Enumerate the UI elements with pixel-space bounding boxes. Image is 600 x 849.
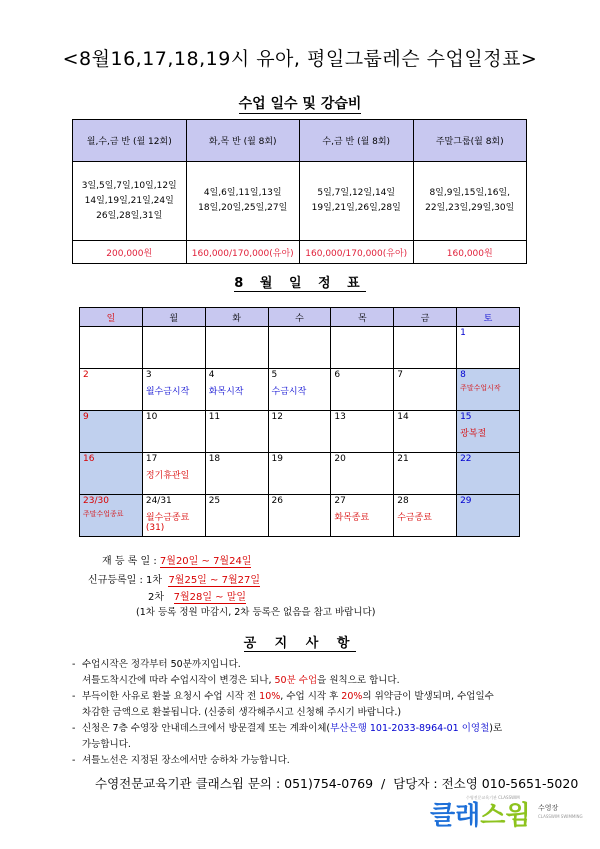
registration-note: (1차 등록 정원 마감시, 2차 등록은 없음을 참고 바랍니다) xyxy=(136,607,376,618)
calendar-cell xyxy=(80,369,143,411)
calendar-cell xyxy=(394,327,457,369)
calendar-date: 16 xyxy=(83,454,95,464)
footer-manager: 담당자 : 전소영 010-5651-5020 xyxy=(393,776,579,791)
calendar-week xyxy=(80,411,520,453)
calendar-cell xyxy=(205,327,268,369)
calendar-cell xyxy=(268,495,331,537)
calendar-cell xyxy=(394,453,457,495)
calendar-day-header: 토 xyxy=(457,308,520,327)
notice-item: - 셔틀노선은 지정된 장소에서만 승하차 가능합니다. xyxy=(72,755,290,766)
calendar-day-header: 화 xyxy=(205,308,268,327)
fee-price: 160,000원 xyxy=(413,241,527,264)
calendar-cell xyxy=(268,453,331,495)
calendar-cell xyxy=(80,495,143,537)
re-reg-label: 재 등 록 일 : xyxy=(102,556,157,567)
fee-header: 월,수,금 반 (월 12회) xyxy=(73,120,187,162)
fee-header: 주말그룹(월 8회) xyxy=(413,120,527,162)
fee-header: 화,목 반 (월 8회) xyxy=(186,120,300,162)
footer-sep: / xyxy=(381,776,386,791)
calendar-event: 주말수업시작 xyxy=(460,384,501,392)
calendar-event: 월수금종료(31) xyxy=(145,513,190,533)
calendar-week xyxy=(80,453,520,495)
calendar-day-header: 일 xyxy=(80,308,143,327)
fee-dates-mwf: 3일,5일,7일,10일,12일 14일,19일,21일,24일 26일,28일,31일 xyxy=(73,162,187,241)
re-registration xyxy=(102,552,251,567)
calendar-date: 14 xyxy=(397,412,409,422)
calendar-cell xyxy=(205,369,268,411)
notice-item: - 부득이한 사유로 환불 요청시 수업 시작 전 10%, 수업 시작 후 20%의 위약금이 발생되며, 수업일수 차감한 금액으로 환불됩니다. (신중히 생각해주시고 신청해 주시기 바랍니다.) xyxy=(72,691,494,718)
calendar-event: 월수금시작 xyxy=(145,387,190,397)
calendar-date: 21 xyxy=(397,454,409,464)
notice-item: - 신청은 7층 수영장 안내데스크에서 방문결제 또는 계좌이체(부산은행 101-2033-8964-01 이영철)로 가능합니다. xyxy=(72,723,503,750)
calendar-date: 9 xyxy=(83,412,89,422)
calendar-cell xyxy=(205,411,268,453)
calendar-date: 29 xyxy=(460,496,472,506)
fee-heading: 수업 일수 및 강습비 xyxy=(238,96,362,112)
calendar-cell xyxy=(268,411,331,453)
calendar-cell xyxy=(80,453,143,495)
calendar-event: 광복절 xyxy=(460,429,487,439)
calendar-date: 25 xyxy=(208,496,221,506)
calendar-date: 22 xyxy=(460,454,472,464)
calendar-cell xyxy=(331,453,394,495)
calendar-cell xyxy=(331,369,394,411)
fee-dates-tt: 4일,6일,11일,13일 18일,20일,25일,27일 xyxy=(186,162,300,241)
calendar-cell xyxy=(80,411,143,453)
calendar-cell xyxy=(205,453,268,495)
calendar-date: 24/31 xyxy=(145,496,172,506)
calendar-cell xyxy=(142,327,205,369)
calendar-date: 6 xyxy=(334,370,341,380)
calendar-date: 26 xyxy=(271,496,283,506)
calendar-cell xyxy=(205,495,268,537)
calendar-cell xyxy=(457,453,520,495)
fee-dates-wf: 5일,7일,12일,14일 19일,21일,26일,28일 xyxy=(300,162,414,241)
calendar-event: 수금종료 xyxy=(397,513,432,523)
classwim-logo: 수영전문교육기관 CLASSWIM 클래스윔 수영장 CLASSWIM SWIMMING xyxy=(430,795,583,831)
second-dates: 7월28일 ~ 말일 xyxy=(173,592,247,603)
second-label: 2차 xyxy=(148,592,165,603)
calendar-cell xyxy=(142,411,205,453)
footer-contact xyxy=(95,774,578,792)
fee-table xyxy=(72,119,527,264)
calendar-date: 11 xyxy=(208,412,221,422)
fee-dates-weekend: 8일,9일,15일,16일, 22일,23일,29일,30일 xyxy=(413,162,527,241)
calendar-week xyxy=(80,327,520,369)
calendar-day-header: 목 xyxy=(331,308,394,327)
calendar-date: 1 xyxy=(460,328,466,338)
calendar-cell xyxy=(457,327,520,369)
calendar-date: 7 xyxy=(397,370,403,380)
fee-header: 수,금 반 (월 8회) xyxy=(300,120,414,162)
calendar-date: 17 xyxy=(145,454,158,464)
calendar-date: 19 xyxy=(271,454,283,464)
calendar-event: 수금시작 xyxy=(271,387,307,397)
new-registration-first xyxy=(88,571,260,586)
new-registration-second xyxy=(148,588,246,603)
calendar-cell xyxy=(331,327,394,369)
calendar-date: 20 xyxy=(334,454,346,464)
calendar-table xyxy=(79,307,520,537)
calendar-date: 18 xyxy=(208,454,221,464)
calendar-cell xyxy=(394,495,457,537)
calendar-date: 12 xyxy=(271,412,283,422)
calendar-cell xyxy=(142,495,205,537)
calendar-cell xyxy=(457,369,520,411)
calendar-date: 10 xyxy=(145,412,158,422)
calendar-event: 주말수업종료 xyxy=(83,510,124,518)
page-title: <8월16,17,18,19시 유아, 평일그룹레슨 수업일정표> xyxy=(62,48,538,70)
calendar-cell xyxy=(394,369,457,411)
calendar-event: 정기휴관일 xyxy=(145,471,190,481)
calendar-date: 23/30 xyxy=(83,496,109,506)
calendar-date: 28 xyxy=(397,496,409,506)
calendar-cell xyxy=(457,495,520,537)
calendar-date: 13 xyxy=(334,412,346,422)
fee-price: 200,000원 xyxy=(73,241,187,264)
calendar-cell xyxy=(394,411,457,453)
calendar-week xyxy=(80,495,520,537)
fee-price: 160,000/170,000(유아) xyxy=(300,241,414,264)
calendar-cell xyxy=(268,327,331,369)
calendar-date: 2 xyxy=(83,370,89,380)
new-reg-label: 신규등록일 : xyxy=(88,575,143,586)
notice-heading: 공 지 사 항 xyxy=(243,636,357,651)
calendar-day-header: 금 xyxy=(394,308,457,327)
footer-org: 수영전문교육기관 클래스윔 문의 : 051)754-0769 xyxy=(95,776,374,791)
calendar-date: 3 xyxy=(145,370,152,380)
calendar-cell xyxy=(457,411,520,453)
calendar-cell xyxy=(142,453,205,495)
calendar-cell xyxy=(142,369,205,411)
calendar-event: 화목시작 xyxy=(208,387,244,397)
re-reg-dates: 7월20일 ~ 7월24일 xyxy=(159,556,252,567)
calendar-date: 27 xyxy=(334,496,346,506)
fee-price: 160,000/170,000(유아) xyxy=(186,241,300,264)
calendar-date: 5 xyxy=(271,370,278,380)
notice-item: - 수업시작은 정각부터 50분까지입니다. 셔틀도착시간에 따라 수업시작이 변경은 되나, 50분 수업을 원칙으로 합니다. xyxy=(72,659,400,686)
calendar-date: 15 xyxy=(460,412,472,422)
calendar-event: 화목종료 xyxy=(334,513,370,523)
calendar-cell xyxy=(80,327,143,369)
calendar-date: 4 xyxy=(208,370,215,380)
first-label: 1차 xyxy=(146,575,163,586)
calendar-day-header: 월 xyxy=(142,308,205,327)
calendar-cell xyxy=(331,411,394,453)
calendar-cell xyxy=(331,495,394,537)
calendar-week xyxy=(80,369,520,411)
calendar-day-header: 수 xyxy=(268,308,331,327)
calendar-cell xyxy=(268,369,331,411)
first-dates: 7월25일 ~ 7월27일 xyxy=(168,575,260,586)
calendar-date: 8 xyxy=(460,370,466,380)
calendar-heading: 8 월 일 정 표 xyxy=(234,276,366,291)
